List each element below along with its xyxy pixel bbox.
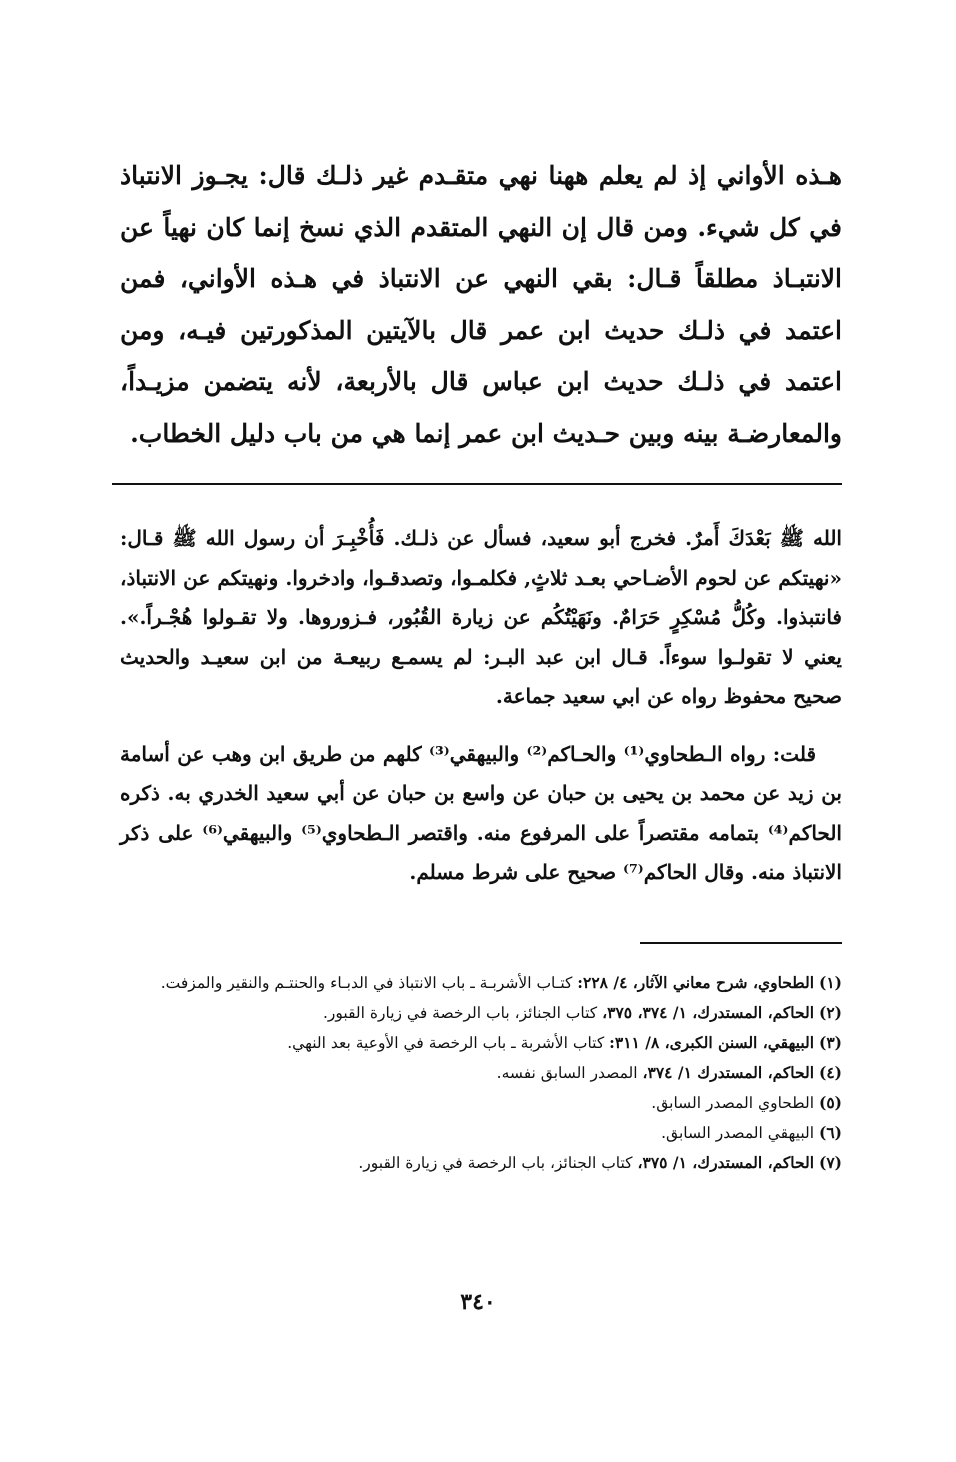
footnote-text: كتاب الأشربة ـ باب الرخصة في الأوعية بعد النهي. bbox=[287, 1034, 610, 1052]
page-number: ٣٤٠ bbox=[460, 1289, 496, 1315]
commentary-paragraph-1: الله ﷺ بَعْدَكَ أَمرٌ. فخرج أبو سعيد، فسأل عن ذلـك. فَأُخْبِـرَ أن رسول الله ﷺ قـال: «نهيتكم عن لحوم الأضـاحي بعـد ثلاثٍ, فكلمـوا، وتصدقـوا، وادخروا. ونهيتكم عن الانتباذ، فانتبذوا. وكُلُّ مُسْكِرٍ حَرَامٌ. ونَهَيْتُكُم عن زيارة القُبُور، فـزوروها. ولا تقـولوا هُجْـراً.». يعني لا تقولـوا سوءاً. قـال ابن عبد البـر: لم يسمـع ربيعـة من ابن سعيـد والحديث صحيح محفوظ رواه عن ابي سعيد جماعة. bbox=[120, 526, 842, 708]
footnote-reference: الحاكم، المستدرك ١/ ٣٧٤، bbox=[642, 1063, 815, 1082]
footnote-5 bbox=[110, 1088, 842, 1118]
footnote-number: (٢) bbox=[818, 1003, 842, 1022]
footnote-text: كتاب الجنائز، باب الرخصة في زيارة القبور. bbox=[322, 1004, 603, 1022]
footnote-number: (٤) bbox=[818, 1063, 842, 1082]
commentary-block bbox=[120, 519, 842, 893]
footnote-number: (٣) bbox=[818, 1033, 842, 1052]
main-paragraph: هـذه الأواني إذ لم يعلم ههنا نهي متقـدم غير ذلـك قال: يجـوز الانتباذ في كل شيء. ومن قال إن النهي المتقدم الذي نسخ إنما كان نهياً عن الانتبـاذ مطلقاً قـال: بقي النهي عن الانتباذ في هـذه الأواني، فمن اعتمد في ذلـك حديث ابن عمر قال بالآيتين المذكورتين فيـه، ومن اعتمد في ذلـك حديث ابن عباس قال بالأربعة، لأنه يتضمن مزيـداً، والمعارضـة بينه وبين حـديث ابن عمر إنما هي من باب دليل الخطاب. bbox=[120, 161, 842, 448]
footnote-text: الطحاوي المصدر السابق. bbox=[651, 1094, 815, 1112]
section-divider bbox=[112, 483, 842, 485]
footnote-text: كتاب الجنائز، باب الرخصة في زيارة القبور. bbox=[358, 1154, 638, 1172]
footnote-4 bbox=[110, 1058, 842, 1088]
footnote-number: (١) bbox=[818, 973, 842, 992]
footnotes-list bbox=[110, 968, 842, 1178]
footnote-text: كتـاب الأشربـة ـ باب الانتباذ في الدبـاء والحنتـم والنقير والمزفت. bbox=[160, 974, 578, 992]
footnote-6 bbox=[110, 1118, 842, 1148]
footnote-text: البيهقي المصدر السابق. bbox=[661, 1124, 815, 1142]
footnote-7 bbox=[110, 1148, 842, 1178]
footnote-divider bbox=[640, 942, 842, 944]
footnote-number: (٥) bbox=[818, 1093, 842, 1112]
footnote-reference: الطحاوي، شرح معاني الآثار، ٤/ ٢٢٨: bbox=[577, 973, 815, 992]
footnote-1 bbox=[110, 968, 842, 998]
main-text-block bbox=[120, 150, 842, 459]
footnote-number: (٦) bbox=[818, 1123, 842, 1142]
commentary-paragraph-2: قلت: رواه الـطحاوي⁽¹⁾ والحـاكم⁽²⁾ والبيهقي⁽³⁾ كلهم من طريق ابن وهب عن أسامة بن زيد عن محمد بن يحيى بن حبان عن واسع بن حبان عن أبي سعيد الخدري به. ذكره الحاكم⁽⁴⁾ بتمامه مقتصراً على المرفوع منه. واقتصر الـطحاوي⁽⁵⁾ والبيهقي⁽⁶⁾ على ذكر الانتباذ منه. وقال الحاكم⁽⁷⁾ صحيح على شرط مسلم. bbox=[120, 741, 842, 884]
footnote-reference: الحاكم، المستدرك، ١/ ٣٧٤، ٣٧٥، bbox=[602, 1003, 815, 1022]
footnote-text: المصدر السابق نفسه. bbox=[496, 1064, 643, 1082]
footnote-number: (٧) bbox=[818, 1153, 842, 1172]
footnote-reference: الحاكم، المستدرك، ١/ ٣٧٥، bbox=[637, 1153, 815, 1172]
footnote-3 bbox=[110, 1028, 842, 1058]
footnote-2 bbox=[110, 998, 842, 1028]
footnote-reference: البيهقي، السنن الكبرى، ٨/ ٣١١: bbox=[609, 1033, 815, 1052]
